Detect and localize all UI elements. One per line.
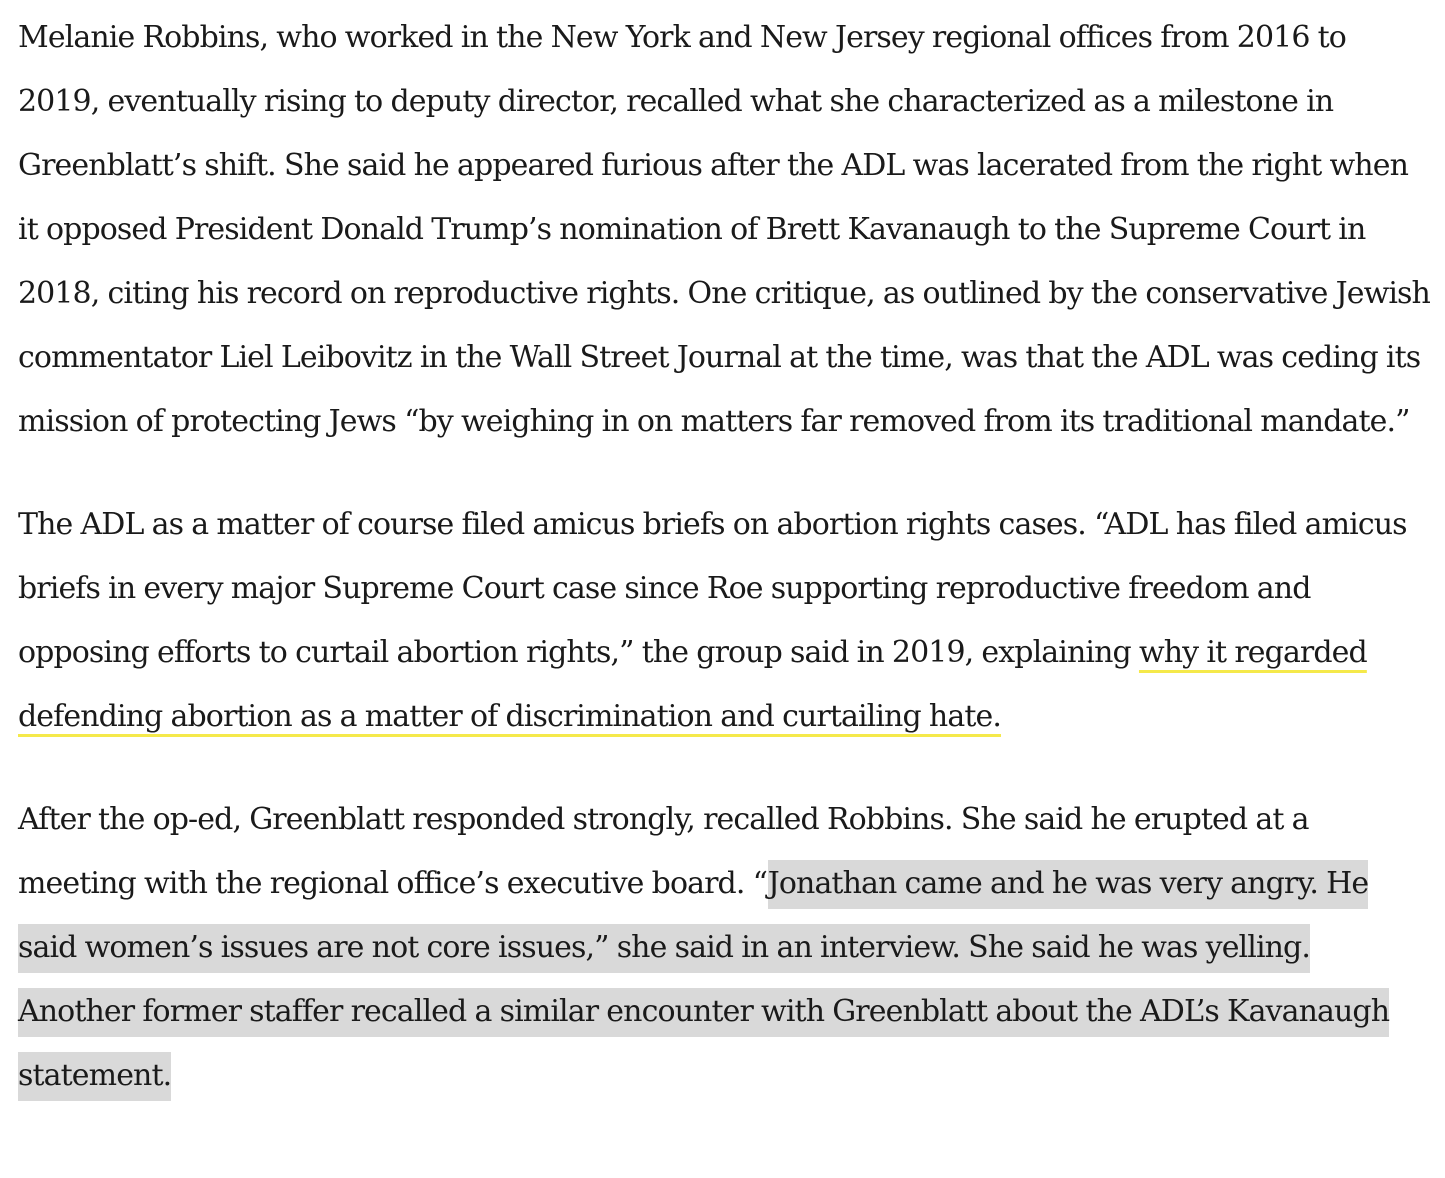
article-body bbox=[18, 6, 1433, 1147]
paragraph-text: The ADL as a matter of course filed amicus briefs on abortion rights cases. “ADL has filed amicus briefs in every major Supreme Court case since Roe supporting reproductive freedom and opposing efforts to curtail abortion rights,” the group said in 2019, explaining bbox=[18, 507, 1407, 670]
paragraph-greenblatt-response bbox=[18, 788, 1433, 1108]
paragraph-amicus-briefs bbox=[18, 493, 1433, 749]
selected-text-highlight[interactable]: Jonathan came and he was very angry. He said women’s issues are not core issues,” she said in an interview. She said he was yelling. Another former staffer recalled a similar encounter with Greenblatt about the ADL’s Kavanaugh statement. bbox=[18, 860, 1389, 1101]
paragraph-robbins-kavanaugh bbox=[18, 6, 1433, 454]
abortion-discrimination-link[interactable]: why it regarded defending abortion as a matter of discrimination and curtailing hate. bbox=[18, 635, 1367, 734]
paragraph-text: Melanie Robbins, who worked in the New York and New Jersey regional offices from 2016 to 2019, eventually rising to deputy director, recalled what she characterized as a milestone in Greenblatt’s shift. She said he appeared furious after the ADL was lacerated from the right when it opposed President Donald Trump’s nomination of Brett Kavanaugh to the Supreme Court in 2018, citing his record on reproductive rights. One critique, as outlined by the conservative Jewish commentator Liel Leibovitz in the Wall Street Journal at the time, was that the ADL was ceding its mission of protecting Jews “by weighing in on matters far removed from its traditional mandate.” bbox=[18, 20, 1430, 439]
paragraph-text: After the op-ed, Greenblatt responded strongly, recalled Robbins. She said he erupted at a meeting with the regional office’s executive board. “ bbox=[18, 802, 1309, 901]
